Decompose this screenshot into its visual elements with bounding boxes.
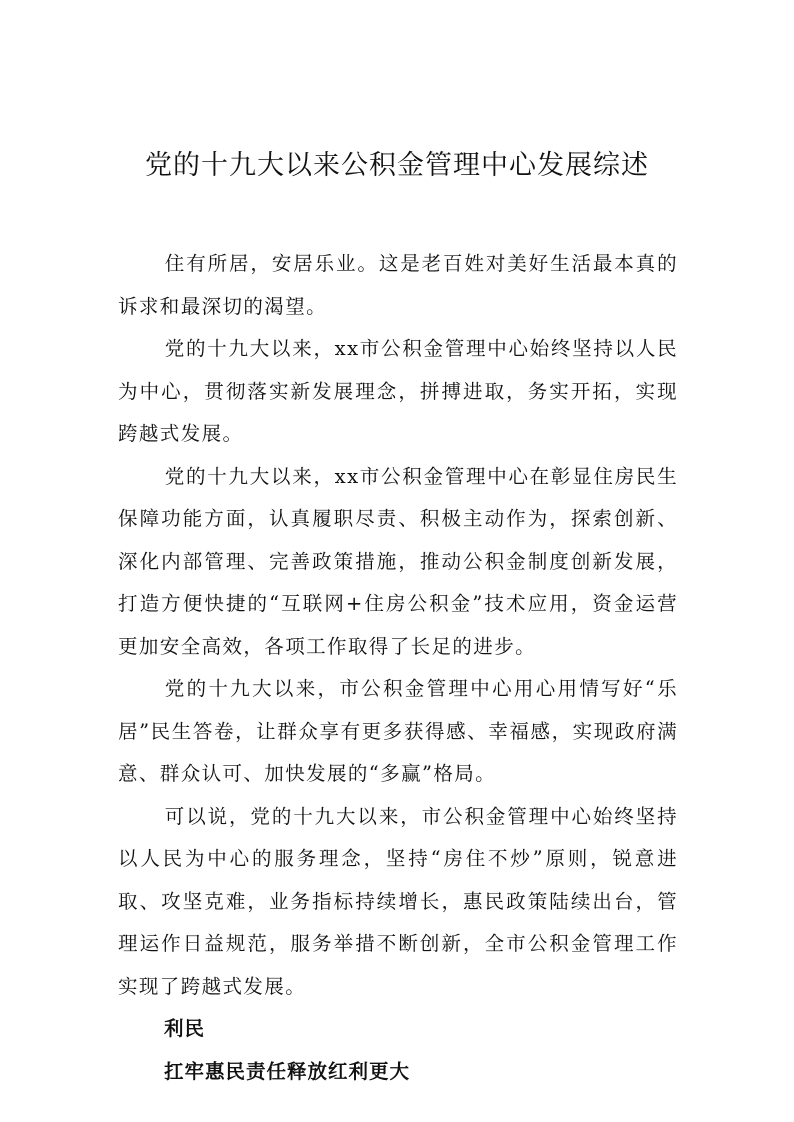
- paragraph-development: 党的十九大以来，xx市公积金管理中心始终坚持以人民为中心，贯彻落实新发展理念，拼搏进取，务实开拓，实现跨越式发展。: [118, 337, 678, 445]
- paragraph-summary: 可以说，党的十九大以来，市公积金管理中心始终坚持以人民为中心的服务理念，坚持“房住不炒”原则，锐意进取、攻坚克难，业务指标持续增长，惠民政策陆续出台，管理运作日益规范，服务举措不断创新，全市公积金管理工作实现了跨越式发展。: [118, 804, 678, 998]
- document-body: [118, 243, 678, 1093]
- section-heading: 利民: [164, 1017, 206, 1040]
- paragraph-housing-security: 党的十九大以来，xx市公积金管理中心在彰显住房民生保障功能方面，认真履职尽责、积极主动作为，探索创新、深化内部管理、完善政策措施，推动公积金制度创新发展，打造方便快捷的“互联网+住房公积金”技术应用，资金运营更加安全高效，各项工作取得了长足的进步。: [118, 464, 678, 658]
- section-subheading: 扛牢惠民责任释放红利更大: [164, 1059, 411, 1083]
- paragraph-livelihood: 党的十九大以来，市公积金管理中心用心用情写好“乐居”民生答卷，让群众享有更多获得感、幸福感，实现政府满意、群众认可、加快发展的“多赢”格局。: [118, 677, 678, 785]
- paragraph-intro: 住有所居，安居乐业。这是老百姓对美好生活最本真的诉求和最深切的渴望。: [118, 252, 678, 318]
- document-title: 党的十九大以来公积金管理中心发展综述: [145, 150, 649, 181]
